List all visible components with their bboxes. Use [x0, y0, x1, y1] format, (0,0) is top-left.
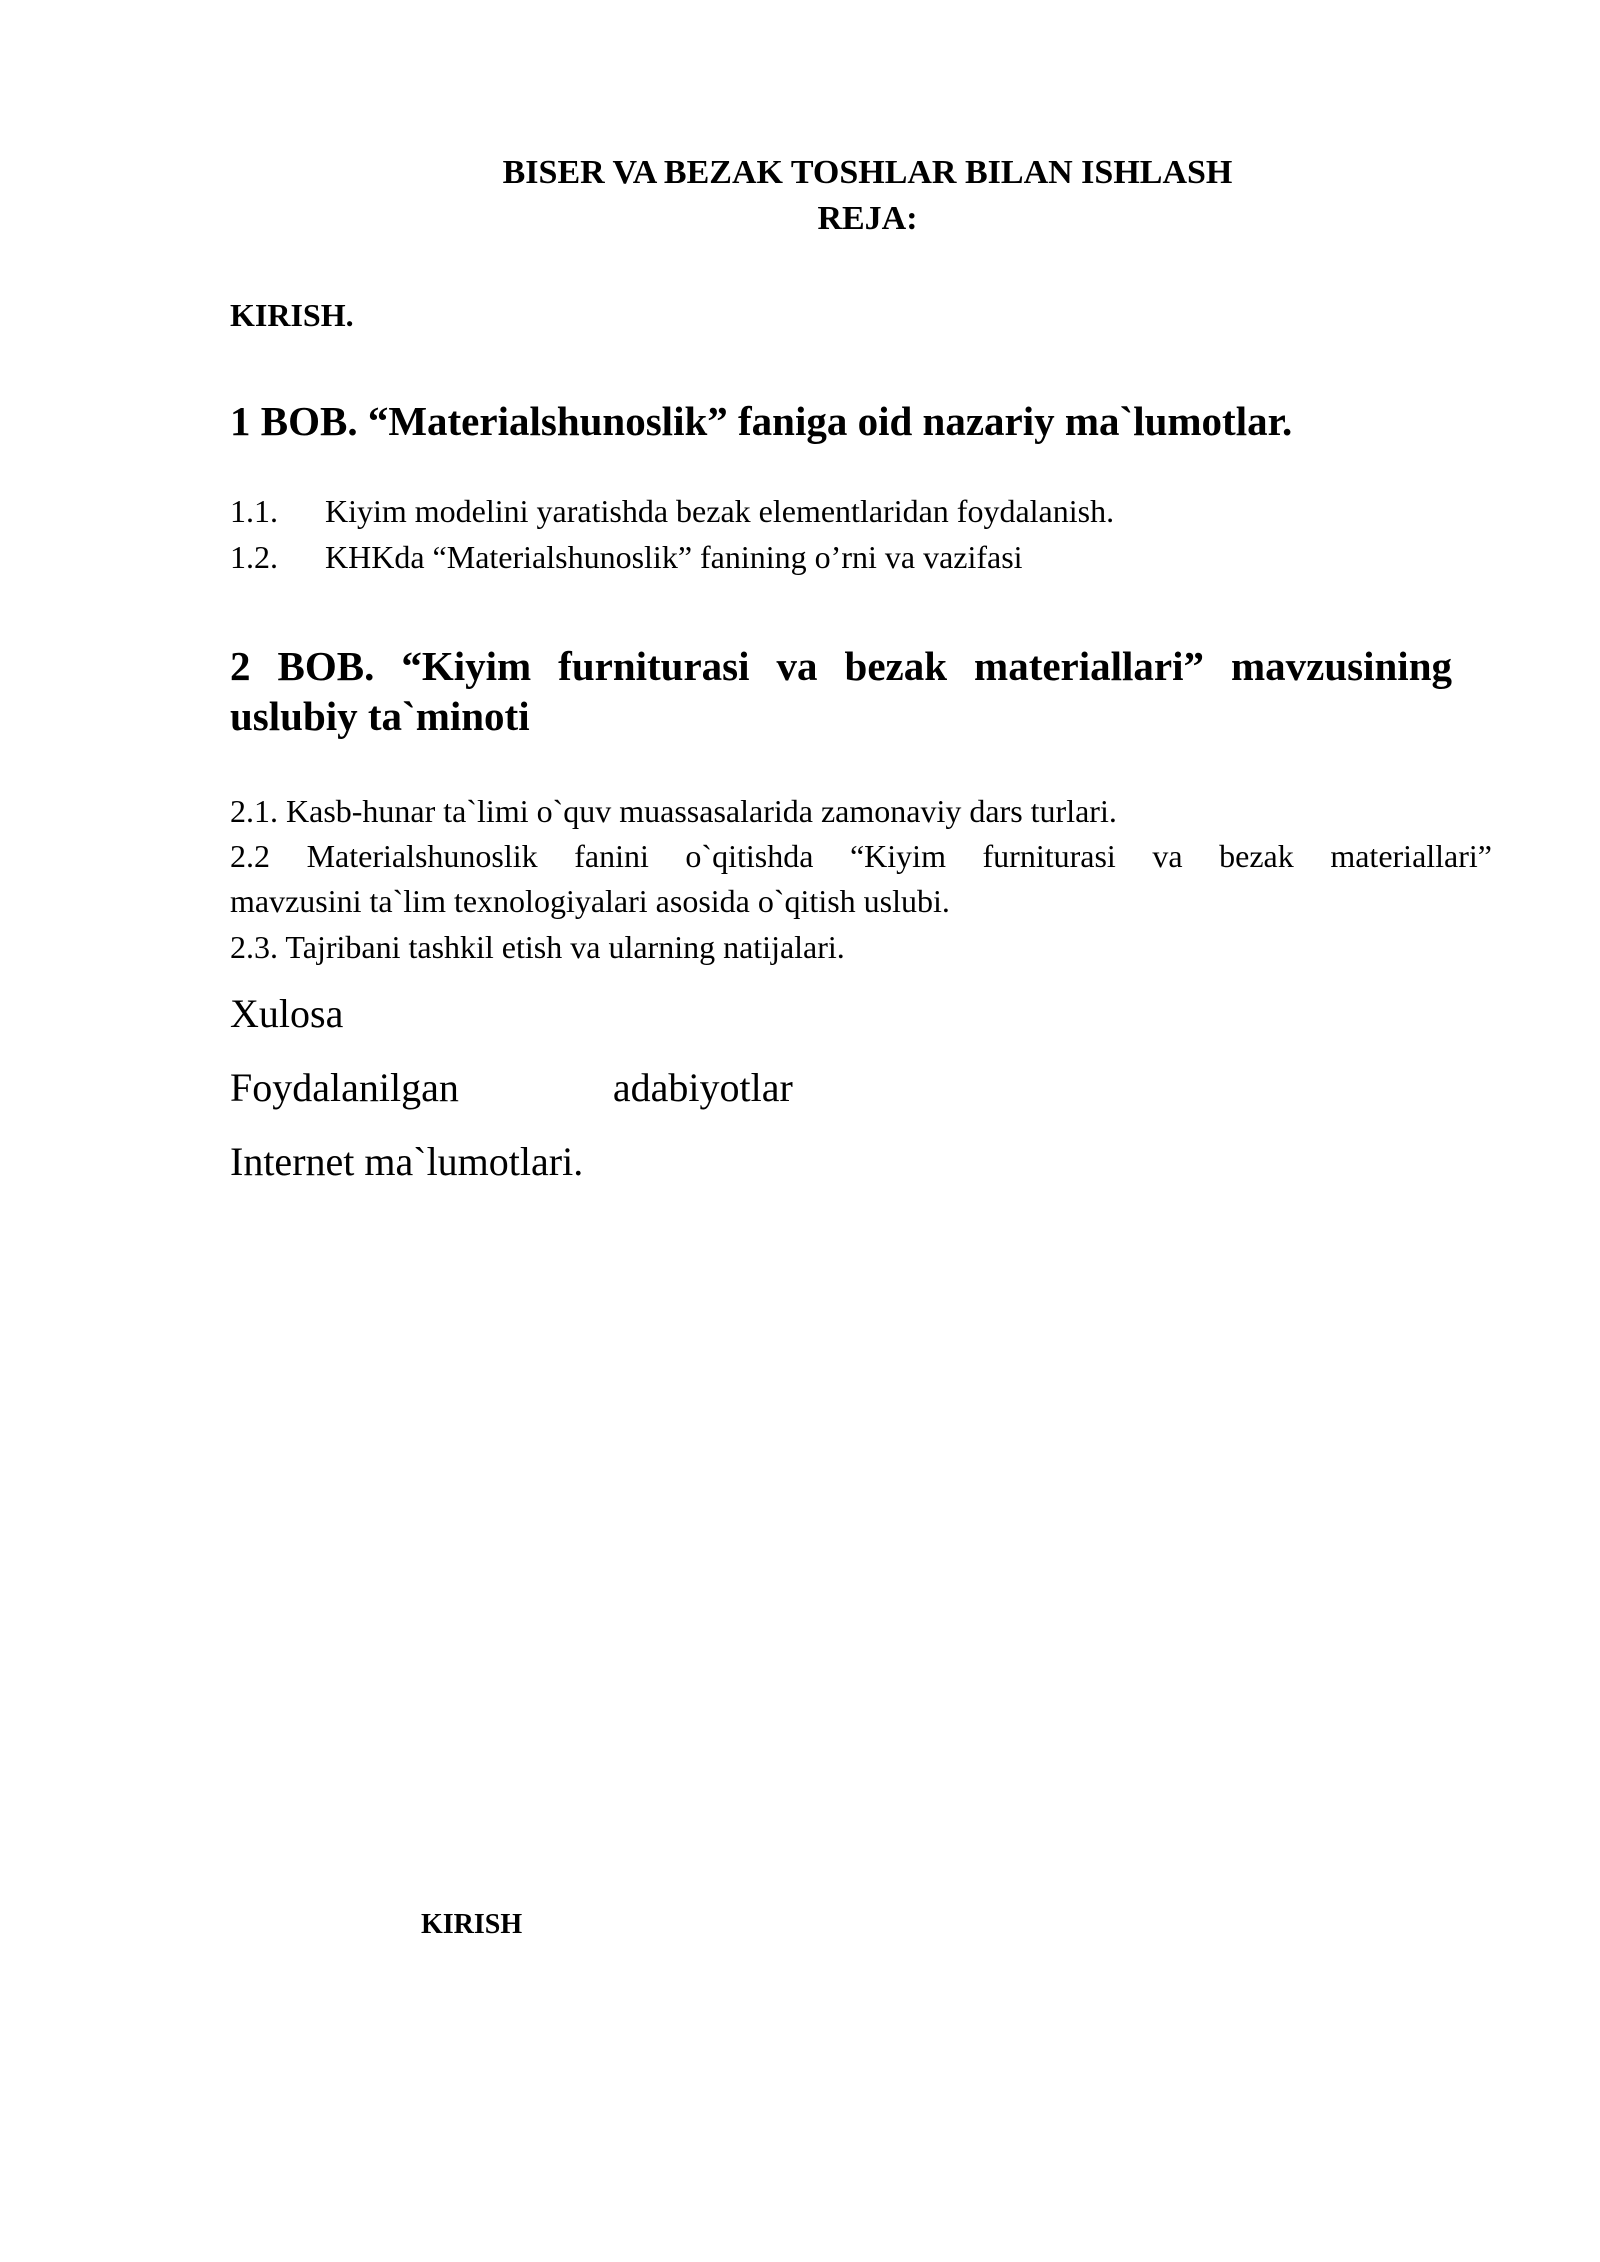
references-label: [230, 1064, 793, 1111]
chapter2-heading: [230, 641, 1452, 741]
chapter2-heading-line: 2 BOB. “Kiyim furniturasi va bezak materiallari” mavzusining: [230, 643, 1452, 689]
chapter2-item: 2.1. Kasb-hunar ta`limi o`quv muassasalarida zamonaviy dars turlari.: [230, 793, 1117, 829]
chapter2-item: [230, 834, 1492, 924]
references-word: Foydalanilgan: [230, 1065, 459, 1110]
chapter1-item: [230, 534, 1023, 580]
chapter2-item: 2.3. Tajribani tashkil etish va ularning natijalari.: [230, 929, 845, 965]
document-title: BISER VA BEZAK TOSHLAR BILAN ISHLASH: [502, 154, 1233, 191]
item-text: Kiyim modelini yaratishda bezak elementlaridan foydalanish.: [325, 493, 1115, 529]
chapter2-item-line: 2.2 Materialshunoslik fanini o`qitishda “Kiyim furniturasi va bezak materiallari”: [230, 838, 1492, 874]
chapter1-item: [230, 488, 1114, 534]
section-heading: KIRISH: [421, 1909, 523, 1940]
conclusion-label: Xulosa: [230, 991, 344, 1036]
chapter2-item-line: mavzusini ta`lim texnologiyalari asosida o`qitish uslubi.: [230, 883, 950, 919]
intro-label: KIRISH.: [230, 297, 354, 333]
item-text: KHKda “Materialshunoslik” fanining o’rni va vazifasi: [325, 539, 1023, 575]
chapter1-heading: 1 BOB. “Materialshunoslik” faniga oid nazariy ma`lumotlar.: [230, 398, 1293, 444]
item-number: 1.1.: [230, 493, 278, 529]
item-number: 1.2.: [230, 539, 278, 575]
chapter2-heading-line: uslubiy ta`minoti: [230, 693, 530, 739]
references-word: adabiyotlar: [612, 1065, 793, 1110]
internet-label: Internet ma`lumotlari.: [230, 1139, 584, 1184]
plan-heading: REJA:: [817, 200, 918, 237]
